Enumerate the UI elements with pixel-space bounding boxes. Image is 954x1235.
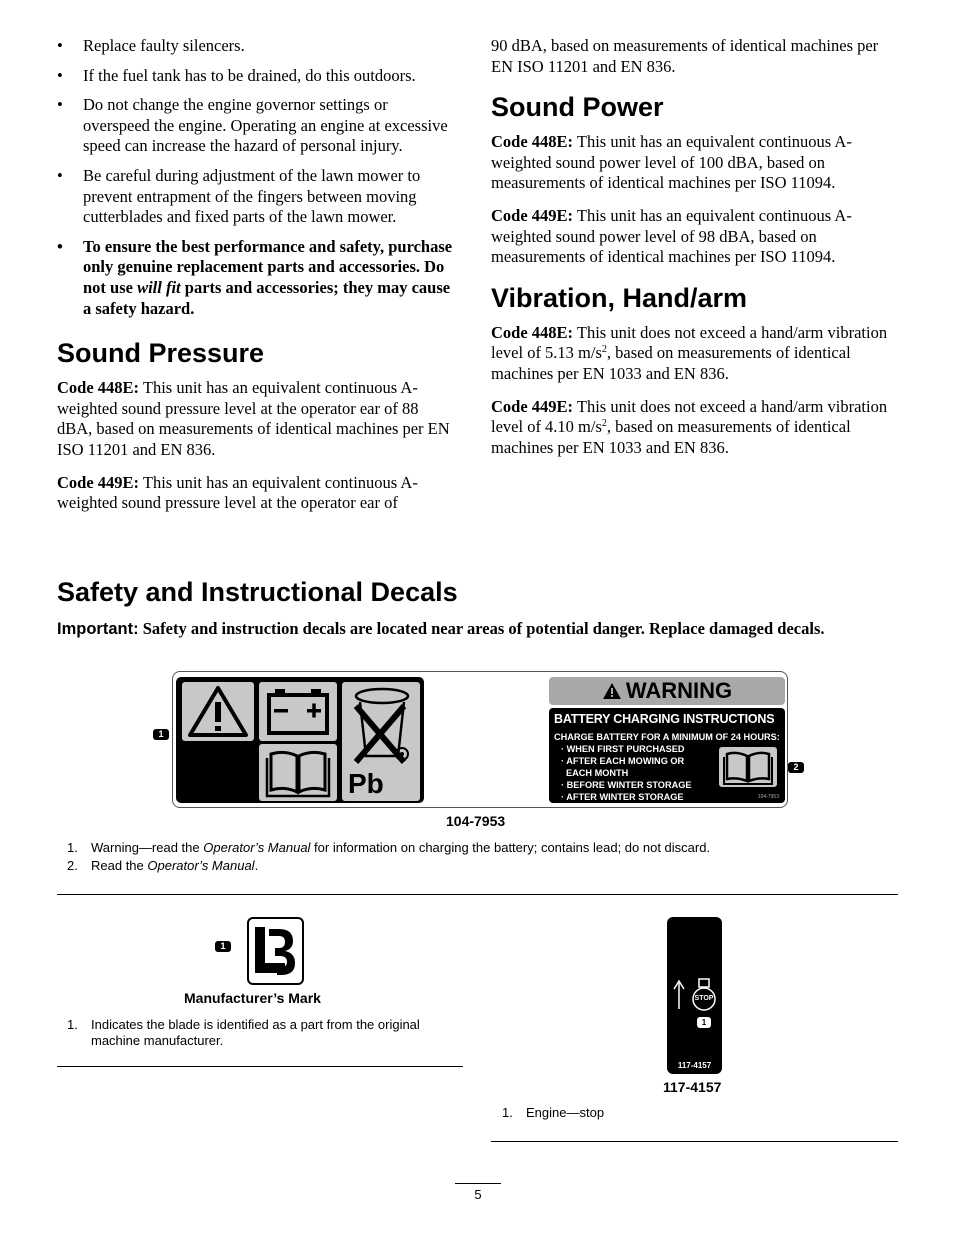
paragraph-text: This unit does not exceed a hand/arm vibration level of 5.13 m/s [491, 322, 888, 363]
paragraph-text: This unit has an equivalent continuous A-weighted sound power level of 100 dBA, based on measurements of identical machines per ISO 11094. [491, 132, 852, 193]
callout-2: 2 [788, 762, 804, 773]
superscript: 2 [601, 344, 607, 356]
important-text: Safety and instruction decals are located near areas of potential danger. Replace damaged decals. [142, 619, 825, 638]
superscript: 2 [601, 418, 607, 430]
sound-pressure-heading: Sound Pressure [57, 338, 265, 369]
bullet-text-italic: will fit [137, 277, 181, 297]
paragraph-text: This unit has an equivalent continuous A-weighted sound pressure level at the operator ear of [57, 472, 418, 513]
safety-bullet-list [57, 36, 457, 319]
section-divider [57, 1066, 463, 1067]
bullet-dot: • [57, 36, 63, 55]
decal-symbol-panel [176, 677, 424, 803]
section-divider [57, 894, 898, 895]
legend-item [67, 840, 887, 856]
legend-item [67, 858, 887, 874]
callout-1: 1 [215, 941, 231, 952]
legend-number: 1. [502, 1105, 513, 1120]
read-manual-icon [719, 747, 777, 787]
lead-symbol: Pb [348, 768, 384, 799]
decal-legend-104-7953 [67, 840, 887, 876]
legend-text: Read the [91, 858, 148, 873]
vibration-448e [491, 323, 901, 385]
manufacturer-mark-caption: Manufacturer’s Mark [184, 990, 321, 1006]
callout-1: 1 [153, 729, 169, 740]
paragraph-text: This unit has an equivalent continuous A-weighted sound power level of 98 dBA, based on measurements of identical machines per ISO 11094. [491, 205, 852, 267]
legend-text: for information on charging the battery; contains lead; do not discard. [310, 840, 711, 855]
paragraph-text: This unit does not exceed a hand/arm vibration level of 4.10 m/s [491, 396, 888, 437]
legend-text: Engine—stop [526, 1105, 605, 1120]
left-column [57, 36, 457, 526]
bullet-text: parts and accessories; they may cause a safety hazard. [83, 277, 451, 318]
code-label: Code 448E: [491, 322, 574, 342]
callout-1: 1 [697, 1017, 711, 1028]
code-label: Code 449E: [491, 205, 574, 225]
warning-line: EACH MONTH [566, 768, 629, 778]
bullet-dot: • [57, 65, 63, 85]
read-manual-icon [259, 744, 337, 801]
code-label: Code 448E: [57, 378, 140, 398]
code-label: Code 448E: [491, 132, 574, 152]
sound-power-449e [491, 206, 901, 268]
manufacturer-mark-legend [67, 1017, 457, 1051]
bullet-dot: • [57, 236, 63, 256]
decal-small-code: 117-4157 [677, 1061, 712, 1070]
warning-line: · AFTER WINTER STORAGE [561, 792, 684, 802]
decal-caption-104-7953: 104-7953 [446, 813, 506, 829]
warning-header [549, 677, 785, 705]
sound-power-heading: Sound Power [491, 92, 664, 123]
bullet-text: Replace faulty silencers. [83, 36, 245, 55]
bullet-item [57, 66, 457, 87]
warning-line: · BEFORE WINTER STORAGE [561, 780, 692, 790]
page-number: 5 [455, 1183, 501, 1202]
legend-item [502, 1105, 892, 1121]
bullet-text: Be careful during adjustment of the lawn mower to prevent entrapment of the fingers between moving cutterblades and fixed parts of the lawn mower. [83, 165, 421, 227]
battery-icon [259, 682, 337, 741]
legend-number: 2. [67, 858, 78, 873]
legend-italic: Operator’s Manual [203, 840, 311, 855]
legend-number: 1. [67, 840, 78, 855]
paragraph-text: , based on measurements of identical machines per EN 1033 and EN 836. [491, 343, 851, 383]
warning-triangle-icon [182, 682, 254, 741]
manufacturer-mark-icon [247, 917, 304, 985]
decals-heading: Safety and Instructional Decals [57, 577, 458, 607]
warning-line: CHARGE BATTERY FOR A MINIMUM OF 24 HOURS: [554, 732, 780, 742]
code-label: Code 449E: [491, 396, 574, 416]
bullet-item [57, 166, 457, 228]
paragraph-text: , based on measurements of identical machines per EN 1033 and EN 836. [491, 417, 851, 457]
bullet-text: Do not change the engine governor settings or overspeed the engine. Operating an engine at excessive speed can increase the hazard of personal injury. [83, 95, 448, 156]
do-not-discard-icon [342, 682, 420, 801]
warning-word: WARNING [625, 678, 733, 703]
legend-item [67, 1017, 457, 1049]
warning-line: · AFTER EACH MOWING OR [561, 756, 685, 766]
legend-number: 1. [67, 1017, 78, 1032]
warning-subtitle: BATTERY CHARGING INSTRUCTIONS [554, 712, 775, 726]
vibration-449e [491, 397, 901, 459]
warning-triangle-icon [602, 682, 622, 700]
bullet-item-genuine-parts [57, 237, 457, 319]
legend-italic: Operator’s Manual [147, 858, 255, 873]
bullet-dot: • [57, 95, 63, 115]
legend-text: . [254, 858, 259, 873]
decal-117-4157 [667, 917, 722, 1074]
vibration-heading: Vibration, Hand/arm [491, 282, 748, 313]
bullet-text: To ensure the best performance and safety, purchase only genuine replacement parts and accessories. Do not use [83, 236, 453, 297]
sound-power-448e [491, 132, 901, 194]
battery-warning-panel [549, 677, 785, 803]
important-note [57, 619, 887, 640]
bullet-item [57, 95, 457, 157]
decal-small-code: 104-7953 [757, 794, 779, 800]
warning-body [549, 708, 785, 803]
code-label: Code 449E: [57, 472, 140, 492]
sound-pressure-449e [57, 473, 457, 514]
bullet-item [57, 36, 457, 57]
stop-label: STOP [694, 995, 714, 1002]
paragraph-text: This unit has an equivalent continuous A-weighted sound pressure level at the operator ear of 88 dBA, based on measurements of identical machines per EN ISO 11201 and EN 836. [57, 378, 450, 459]
legend-text: Warning—read the [91, 840, 204, 855]
sound-pressure-continuation: 90 dBA, based on measurements of identical machines per EN ISO 11201 and EN 836. [491, 36, 879, 76]
bullet-text: If the fuel tank has to be drained, do this outdoors. [83, 65, 416, 85]
section-divider [491, 1141, 898, 1142]
legend-text: Indicates the blade is identified as a part from the original machine manufacturer. [91, 1017, 420, 1048]
decal-104-7953 [172, 671, 788, 808]
bullet-dot: • [57, 165, 63, 185]
sound-pressure-448e [57, 378, 457, 460]
important-label: Important: [57, 620, 139, 638]
decal-legend-117-4157 [502, 1105, 892, 1123]
decal-caption-117-4157: 117-4157 [663, 1079, 722, 1095]
warning-line: · WHEN FIRST PURCHASED [561, 744, 685, 754]
right-column [491, 36, 901, 470]
